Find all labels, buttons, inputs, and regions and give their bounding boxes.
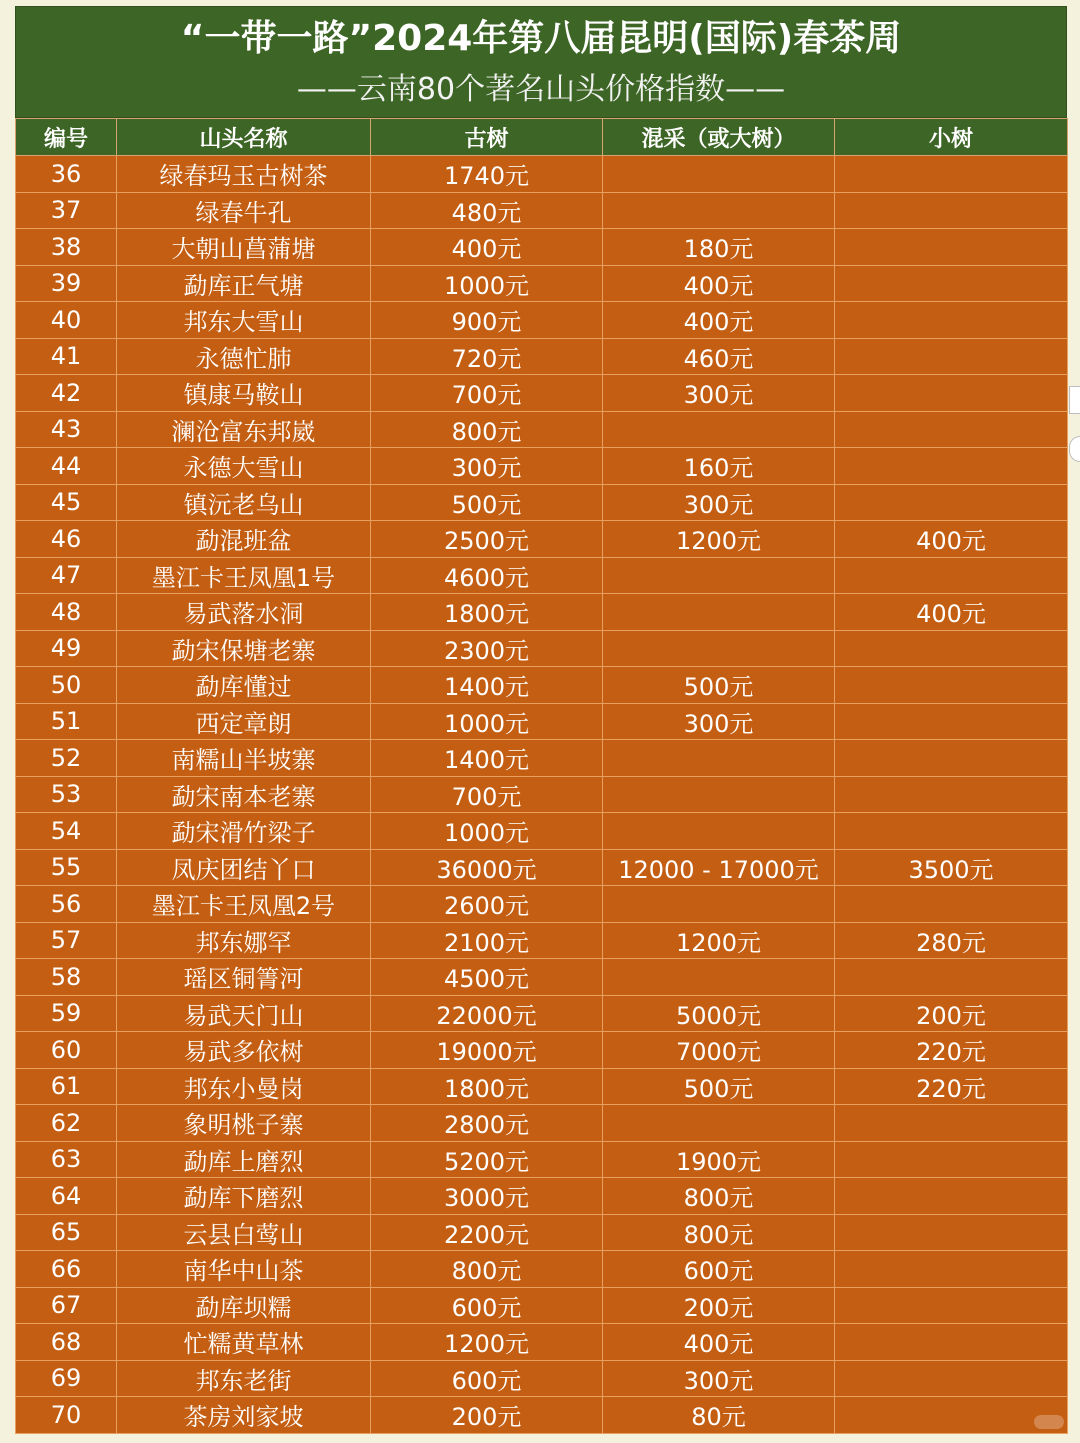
- table-row: [16, 1397, 1068, 1434]
- cell-mountain-name: 云县白莺山: [117, 1214, 371, 1251]
- scroll-edge-marker: [1069, 436, 1080, 462]
- cell-id: 61: [16, 1068, 117, 1105]
- scroll-edge-marker: [1069, 386, 1080, 414]
- cell-mixed-price: 400元: [603, 1324, 835, 1361]
- cell-small-tree-price: [835, 1251, 1068, 1288]
- cell-ancient-tree-price: 4600元: [371, 557, 603, 594]
- cell-small-tree-price: 3500元: [835, 849, 1068, 886]
- table-row: [16, 849, 1068, 886]
- cell-small-tree-price: 220元: [835, 1032, 1068, 1069]
- cell-ancient-tree-price: 300元: [371, 448, 603, 485]
- cell-small-tree-price: [835, 1141, 1068, 1178]
- cell-mixed-price: 800元: [603, 1178, 835, 1215]
- column-header-mixed: 混采（或大树）: [603, 119, 835, 156]
- table-row: [16, 1141, 1068, 1178]
- cell-id: 39: [16, 265, 117, 302]
- table-row: [16, 813, 1068, 850]
- table-row: [16, 594, 1068, 631]
- cell-ancient-tree-price: 1400元: [371, 740, 603, 777]
- cell-mixed-price: 80元: [603, 1397, 835, 1434]
- cell-ancient-tree-price: 700元: [371, 375, 603, 412]
- table-row: [16, 484, 1068, 521]
- cell-small-tree-price: [835, 448, 1068, 485]
- cell-small-tree-price: [835, 1214, 1068, 1251]
- cell-id: 66: [16, 1251, 117, 1288]
- cell-small-tree-price: [835, 411, 1068, 448]
- cell-small-tree-price: [835, 703, 1068, 740]
- cell-small-tree-price: [835, 192, 1068, 229]
- cell-ancient-tree-price: 720元: [371, 338, 603, 375]
- cell-id: 41: [16, 338, 117, 375]
- cell-small-tree-price: [835, 740, 1068, 777]
- cell-id: 55: [16, 849, 117, 886]
- cell-mixed-price: 160元: [603, 448, 835, 485]
- table-row: [16, 557, 1068, 594]
- cell-small-tree-price: 280元: [835, 922, 1068, 959]
- cell-id: 69: [16, 1360, 117, 1397]
- cell-small-tree-price: [835, 1397, 1068, 1434]
- cell-mixed-price: 460元: [603, 338, 835, 375]
- table-row: [16, 995, 1068, 1032]
- cell-small-tree-price: [835, 302, 1068, 339]
- table-row: [16, 265, 1068, 302]
- cell-small-tree-price: [835, 338, 1068, 375]
- cell-ancient-tree-price: 600元: [371, 1287, 603, 1324]
- cell-small-tree-price: 200元: [835, 995, 1068, 1032]
- cell-id: 60: [16, 1032, 117, 1069]
- title-banner: [15, 6, 1067, 118]
- cell-id: 59: [16, 995, 117, 1032]
- cell-small-tree-price: [835, 776, 1068, 813]
- cell-id: 57: [16, 922, 117, 959]
- cell-mixed-price: 400元: [603, 302, 835, 339]
- cell-mixed-price: [603, 594, 835, 631]
- cell-id: 43: [16, 411, 117, 448]
- cell-ancient-tree-price: 800元: [371, 411, 603, 448]
- table-row: [16, 192, 1068, 229]
- cell-mountain-name: 勐库上磨烈: [117, 1141, 371, 1178]
- table-row: [16, 1287, 1068, 1324]
- cell-mixed-price: 500元: [603, 667, 835, 704]
- cell-mixed-price: 300元: [603, 703, 835, 740]
- table-row: [16, 375, 1068, 412]
- cell-mixed-price: [603, 192, 835, 229]
- table-row: [16, 630, 1068, 667]
- cell-small-tree-price: [835, 1287, 1068, 1324]
- cell-id: 42: [16, 375, 117, 412]
- table-row: [16, 448, 1068, 485]
- cell-mountain-name: 邦东大雪山: [117, 302, 371, 339]
- cell-mountain-name: 绿春牛孔: [117, 192, 371, 229]
- table-row: [16, 959, 1068, 996]
- cell-id: 53: [16, 776, 117, 813]
- cell-id: 40: [16, 302, 117, 339]
- cell-mountain-name: 茶房刘家坡: [117, 1397, 371, 1434]
- cell-id: 52: [16, 740, 117, 777]
- cell-ancient-tree-price: 5200元: [371, 1141, 603, 1178]
- cell-mixed-price: [603, 156, 835, 193]
- cell-ancient-tree-price: 1000元: [371, 703, 603, 740]
- table-row: [16, 703, 1068, 740]
- cell-small-tree-price: [835, 375, 1068, 412]
- cell-ancient-tree-price: 480元: [371, 192, 603, 229]
- cell-mountain-name: 瑶区铜箐河: [117, 959, 371, 996]
- cell-mountain-name: 象明桃子寨: [117, 1105, 371, 1142]
- cell-mountain-name: 澜沧富东邦崴: [117, 411, 371, 448]
- cell-ancient-tree-price: 3000元: [371, 1178, 603, 1215]
- cell-mixed-price: [603, 959, 835, 996]
- cell-mixed-price: 7000元: [603, 1032, 835, 1069]
- table-row: [16, 886, 1068, 923]
- page-title: “一带一路”2024年第八届昆明(国际)春茶周: [180, 18, 902, 59]
- cell-small-tree-price: [835, 630, 1068, 667]
- table-row: [16, 740, 1068, 777]
- table-row: [16, 1214, 1068, 1251]
- cell-mixed-price: 300元: [603, 375, 835, 412]
- cell-mixed-price: 300元: [603, 484, 835, 521]
- cell-ancient-tree-price: 22000元: [371, 995, 603, 1032]
- cell-mixed-price: [603, 740, 835, 777]
- column-header-name: 山头名称: [117, 119, 371, 156]
- cell-mountain-name: 永德大雪山: [117, 448, 371, 485]
- table-row: [16, 667, 1068, 704]
- table-row: [16, 521, 1068, 558]
- cell-mountain-name: 镇沅老乌山: [117, 484, 371, 521]
- cell-mountain-name: 易武天门山: [117, 995, 371, 1032]
- table-row: [16, 302, 1068, 339]
- cell-ancient-tree-price: 1000元: [371, 265, 603, 302]
- cell-mixed-price: 500元: [603, 1068, 835, 1105]
- cell-id: 37: [16, 192, 117, 229]
- cell-id: 54: [16, 813, 117, 850]
- cell-small-tree-price: [835, 959, 1068, 996]
- cell-id: 56: [16, 886, 117, 923]
- cell-mountain-name: 勐混班盆: [117, 521, 371, 558]
- cell-ancient-tree-price: 1400元: [371, 667, 603, 704]
- cell-small-tree-price: 400元: [835, 521, 1068, 558]
- cell-small-tree-price: [835, 229, 1068, 266]
- cell-id: 48: [16, 594, 117, 631]
- cell-id: 65: [16, 1214, 117, 1251]
- cell-mountain-name: 墨江卡王凤凰2号: [117, 886, 371, 923]
- cell-id: 47: [16, 557, 117, 594]
- cell-id: 64: [16, 1178, 117, 1215]
- cell-mountain-name: 勐库正气塘: [117, 265, 371, 302]
- cell-mixed-price: [603, 557, 835, 594]
- cell-mixed-price: [603, 776, 835, 813]
- cell-ancient-tree-price: 700元: [371, 776, 603, 813]
- cell-ancient-tree-price: 1800元: [371, 594, 603, 631]
- cell-mixed-price: 1900元: [603, 1141, 835, 1178]
- cell-mixed-price: [603, 886, 835, 923]
- cell-id: 38: [16, 229, 117, 266]
- table-row: [16, 1105, 1068, 1142]
- cell-mixed-price: 300元: [603, 1360, 835, 1397]
- column-header-small-tree: 小树: [835, 119, 1068, 156]
- cell-small-tree-price: [835, 484, 1068, 521]
- cell-ancient-tree-price: 2300元: [371, 630, 603, 667]
- cell-mixed-price: 180元: [603, 229, 835, 266]
- cell-small-tree-price: [835, 557, 1068, 594]
- cell-ancient-tree-price: 1800元: [371, 1068, 603, 1105]
- cell-id: 68: [16, 1324, 117, 1361]
- cell-mountain-name: 凤庆团结丫口: [117, 849, 371, 886]
- cell-mixed-price: 400元: [603, 265, 835, 302]
- cell-mountain-name: 勐宋南本老寨: [117, 776, 371, 813]
- cell-ancient-tree-price: 19000元: [371, 1032, 603, 1069]
- table-row: [16, 1032, 1068, 1069]
- cell-ancient-tree-price: 4500元: [371, 959, 603, 996]
- cell-mountain-name: 大朝山菖蒲塘: [117, 229, 371, 266]
- cell-id: 45: [16, 484, 117, 521]
- cell-ancient-tree-price: 600元: [371, 1360, 603, 1397]
- table-row: [16, 1360, 1068, 1397]
- cell-mixed-price: 12000 - 17000元: [603, 849, 835, 886]
- cell-mixed-price: [603, 813, 835, 850]
- cell-mountain-name: 勐库懂过: [117, 667, 371, 704]
- cell-id: 46: [16, 521, 117, 558]
- cell-id: 58: [16, 959, 117, 996]
- cell-ancient-tree-price: 2500元: [371, 521, 603, 558]
- cell-mountain-name: 南糯山半坡寨: [117, 740, 371, 777]
- price-index-sheet: [15, 6, 1067, 1434]
- cell-mountain-name: 南华中山茶: [117, 1251, 371, 1288]
- cell-small-tree-price: 400元: [835, 594, 1068, 631]
- table-row: [16, 1251, 1068, 1288]
- cell-ancient-tree-price: 500元: [371, 484, 603, 521]
- cell-mountain-name: 西定章朗: [117, 703, 371, 740]
- price-table: [15, 118, 1068, 1434]
- cell-mountain-name: 镇康马鞍山: [117, 375, 371, 412]
- cell-ancient-tree-price: 900元: [371, 302, 603, 339]
- cell-ancient-tree-price: 1000元: [371, 813, 603, 850]
- cell-id: 36: [16, 156, 117, 193]
- cell-mountain-name: 墨江卡王凤凰1号: [117, 557, 371, 594]
- cell-small-tree-price: [835, 1178, 1068, 1215]
- cell-ancient-tree-price: 1200元: [371, 1324, 603, 1361]
- cell-ancient-tree-price: 2100元: [371, 922, 603, 959]
- cell-mixed-price: 800元: [603, 1214, 835, 1251]
- cell-small-tree-price: [835, 1324, 1068, 1361]
- cell-mountain-name: 勐库坝糯: [117, 1287, 371, 1324]
- cell-mixed-price: 600元: [603, 1251, 835, 1288]
- cell-id: 70: [16, 1397, 117, 1434]
- table-row: [16, 411, 1068, 448]
- table-row: [16, 229, 1068, 266]
- cell-small-tree-price: [835, 886, 1068, 923]
- cell-mountain-name: 勐库下磨烈: [117, 1178, 371, 1215]
- cell-id: 51: [16, 703, 117, 740]
- cell-ancient-tree-price: 1740元: [371, 156, 603, 193]
- cell-ancient-tree-price: 2200元: [371, 1214, 603, 1251]
- watermark-logo: [1034, 1415, 1064, 1429]
- column-header-ancient-tree: 古树: [371, 119, 603, 156]
- cell-mountain-name: 邦东老街: [117, 1360, 371, 1397]
- table-row: [16, 156, 1068, 193]
- cell-ancient-tree-price: 2800元: [371, 1105, 603, 1142]
- cell-mountain-name: 邦东小曼岗: [117, 1068, 371, 1105]
- cell-mixed-price: 200元: [603, 1287, 835, 1324]
- cell-small-tree-price: [835, 813, 1068, 850]
- cell-id: 63: [16, 1141, 117, 1178]
- cell-small-tree-price: 220元: [835, 1068, 1068, 1105]
- table-body: [16, 156, 1068, 1434]
- cell-mixed-price: 1200元: [603, 521, 835, 558]
- cell-mountain-name: 永德忙肺: [117, 338, 371, 375]
- cell-id: 50: [16, 667, 117, 704]
- page-subtitle: ——云南80个著名山头价格指数——: [296, 72, 786, 107]
- cell-mixed-price: [603, 1105, 835, 1142]
- header-row: [16, 119, 1068, 156]
- cell-small-tree-price: [835, 1360, 1068, 1397]
- cell-mountain-name: 勐宋保塘老寨: [117, 630, 371, 667]
- cell-small-tree-price: [835, 1105, 1068, 1142]
- cell-small-tree-price: [835, 265, 1068, 302]
- cell-mountain-name: 易武落水洞: [117, 594, 371, 631]
- cell-ancient-tree-price: 400元: [371, 229, 603, 266]
- cell-id: 62: [16, 1105, 117, 1142]
- cell-small-tree-price: [835, 667, 1068, 704]
- cell-id: 49: [16, 630, 117, 667]
- table-row: [16, 776, 1068, 813]
- cell-mountain-name: 邦东娜罕: [117, 922, 371, 959]
- cell-id: 44: [16, 448, 117, 485]
- cell-mountain-name: 易武多依树: [117, 1032, 371, 1069]
- cell-mountain-name: 绿春玛玉古树茶: [117, 156, 371, 193]
- table-row: [16, 1324, 1068, 1361]
- cell-id: 67: [16, 1287, 117, 1324]
- cell-small-tree-price: [835, 156, 1068, 193]
- cell-mixed-price: [603, 630, 835, 667]
- cell-mountain-name: 忙糯黄草林: [117, 1324, 371, 1361]
- cell-mountain-name: 勐宋滑竹梁子: [117, 813, 371, 850]
- cell-mixed-price: 1200元: [603, 922, 835, 959]
- table-row: [16, 922, 1068, 959]
- cell-mixed-price: [603, 411, 835, 448]
- cell-mixed-price: 5000元: [603, 995, 835, 1032]
- cell-ancient-tree-price: 36000元: [371, 849, 603, 886]
- column-header-id: 编号: [16, 119, 117, 156]
- table-row: [16, 338, 1068, 375]
- cell-ancient-tree-price: 2600元: [371, 886, 603, 923]
- table-row: [16, 1068, 1068, 1105]
- cell-ancient-tree-price: 200元: [371, 1397, 603, 1434]
- cell-ancient-tree-price: 800元: [371, 1251, 603, 1288]
- table-row: [16, 1178, 1068, 1215]
